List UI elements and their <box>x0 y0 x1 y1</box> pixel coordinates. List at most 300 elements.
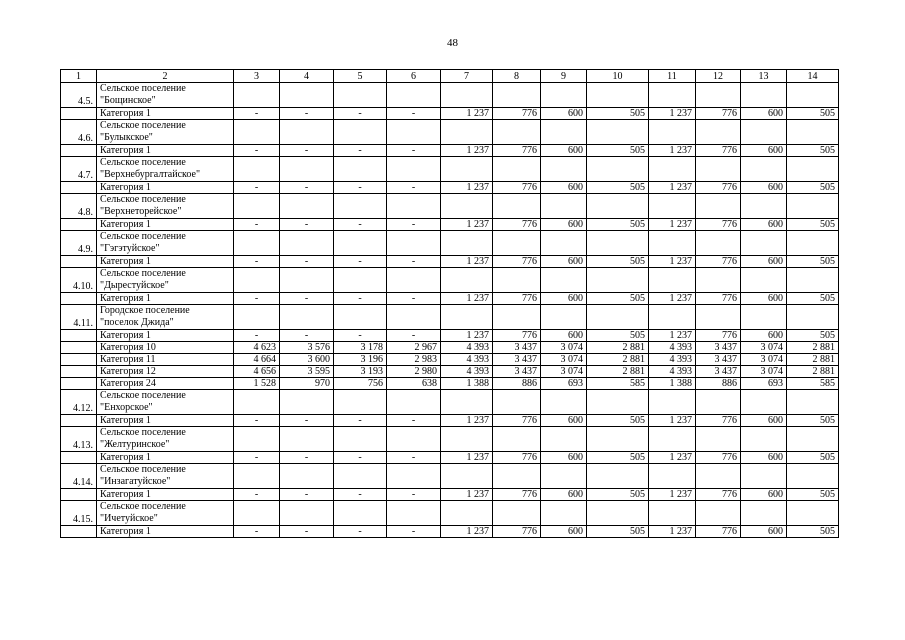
empty-cell <box>61 489 97 501</box>
value-cell: - <box>334 526 387 538</box>
settlement-type: Сельское поселение <box>100 464 186 475</box>
empty-cell <box>441 83 493 108</box>
page-number: 48 <box>447 37 458 49</box>
value-cell: 600 <box>541 145 587 157</box>
value-cell: - <box>334 256 387 268</box>
empty-cell <box>787 305 839 330</box>
value-cell: - <box>280 256 334 268</box>
empty-cell <box>649 157 696 182</box>
value-cell: 3 074 <box>541 366 587 378</box>
value-cell: - <box>280 145 334 157</box>
settlement-type: Сельское поселение <box>100 157 186 168</box>
value-cell: 3 196 <box>334 354 387 366</box>
value-cell: - <box>387 330 441 342</box>
value-cell: 505 <box>587 182 649 194</box>
settlement-name <box>97 120 234 145</box>
settlement-row <box>61 464 839 489</box>
value-cell: 505 <box>787 293 839 305</box>
empty-cell <box>541 390 587 415</box>
category-label: Категория 1 <box>97 489 234 501</box>
empty-cell <box>441 120 493 145</box>
value-cell: - <box>334 452 387 464</box>
value-cell: 1 388 <box>649 378 696 390</box>
header-row <box>61 70 839 83</box>
row-index: 4.12. <box>61 390 97 415</box>
empty-cell <box>234 268 280 293</box>
empty-cell <box>587 83 649 108</box>
empty-cell <box>541 194 587 219</box>
value-cell: 600 <box>741 330 787 342</box>
empty-cell <box>649 120 696 145</box>
value-cell: 1 237 <box>649 256 696 268</box>
value-cell: 3 178 <box>334 342 387 354</box>
empty-cell <box>696 231 741 256</box>
value-cell: 600 <box>541 489 587 501</box>
value-cell: 600 <box>741 452 787 464</box>
empty-cell <box>493 120 541 145</box>
settlement-type: Сельское поселение <box>100 390 186 401</box>
value-cell: 776 <box>696 452 741 464</box>
category-label: Категория 1 <box>97 108 234 120</box>
value-cell: 2 881 <box>787 366 839 378</box>
empty-cell <box>280 305 334 330</box>
value-cell: - <box>280 182 334 194</box>
value-cell: 776 <box>493 182 541 194</box>
empty-cell <box>741 157 787 182</box>
value-cell: - <box>280 415 334 427</box>
value-cell: - <box>234 489 280 501</box>
value-cell: - <box>234 108 280 120</box>
settlement-name <box>97 194 234 219</box>
empty-cell <box>541 120 587 145</box>
value-cell: 2 881 <box>587 354 649 366</box>
settlement-row <box>61 83 839 108</box>
empty-cell <box>387 501 441 526</box>
empty-cell <box>61 182 97 194</box>
settlement-type: Сельское поселение <box>100 83 186 94</box>
value-cell: 1 237 <box>441 182 493 194</box>
value-cell: 3 437 <box>493 366 541 378</box>
category-row <box>61 330 839 342</box>
value-cell: 4 393 <box>441 366 493 378</box>
empty-cell <box>787 464 839 489</box>
empty-cell <box>649 231 696 256</box>
category-row <box>61 256 839 268</box>
empty-cell <box>787 268 839 293</box>
empty-cell <box>334 157 387 182</box>
row-index: 4.15. <box>61 501 97 526</box>
value-cell: 3 074 <box>541 354 587 366</box>
empty-cell <box>696 83 741 108</box>
empty-cell <box>441 305 493 330</box>
empty-cell <box>649 501 696 526</box>
empty-cell <box>280 83 334 108</box>
empty-cell <box>696 268 741 293</box>
settlement-title: "Верхнеторейское" <box>100 206 182 217</box>
empty-cell <box>787 427 839 452</box>
settlement-title: "Верхнебургалтайское" <box>100 169 201 180</box>
empty-cell <box>587 427 649 452</box>
empty-cell <box>280 501 334 526</box>
empty-cell <box>649 194 696 219</box>
value-cell: 505 <box>787 415 839 427</box>
value-cell: - <box>334 489 387 501</box>
value-cell: 4 623 <box>234 342 280 354</box>
row-index: 4.14. <box>61 464 97 489</box>
value-cell: - <box>387 182 441 194</box>
value-cell: 1 528 <box>234 378 280 390</box>
value-cell: 886 <box>696 378 741 390</box>
value-cell: 3 437 <box>493 354 541 366</box>
empty-cell <box>696 501 741 526</box>
value-cell: 1 237 <box>649 489 696 501</box>
value-cell: 776 <box>696 489 741 501</box>
row-index: 4.9. <box>61 231 97 256</box>
empty-cell <box>387 464 441 489</box>
empty-cell <box>587 501 649 526</box>
value-cell: - <box>387 293 441 305</box>
value-cell: 1 237 <box>441 293 493 305</box>
value-cell: - <box>387 145 441 157</box>
empty-cell <box>234 83 280 108</box>
category-label: Категория 1 <box>97 330 234 342</box>
category-label: Категория 1 <box>97 452 234 464</box>
value-cell: 505 <box>787 145 839 157</box>
empty-cell <box>387 305 441 330</box>
value-cell: 1 237 <box>441 526 493 538</box>
settlement-title: "Инзагатуйское" <box>100 476 171 487</box>
value-cell: 3 074 <box>741 366 787 378</box>
value-cell: 1 237 <box>441 256 493 268</box>
value-cell: 1 237 <box>649 526 696 538</box>
empty-cell <box>334 464 387 489</box>
value-cell: 505 <box>587 330 649 342</box>
value-cell: - <box>387 219 441 231</box>
value-cell: - <box>334 145 387 157</box>
empty-cell <box>387 427 441 452</box>
category-label: Категория 1 <box>97 526 234 538</box>
value-cell: - <box>234 293 280 305</box>
settlement-name <box>97 427 234 452</box>
empty-cell <box>334 120 387 145</box>
empty-cell <box>741 464 787 489</box>
empty-cell <box>61 452 97 464</box>
empty-cell <box>696 464 741 489</box>
value-cell: 600 <box>741 256 787 268</box>
settlement-row <box>61 501 839 526</box>
value-cell: 776 <box>696 526 741 538</box>
value-cell: 3 437 <box>696 366 741 378</box>
value-cell: 600 <box>541 108 587 120</box>
empty-cell <box>541 305 587 330</box>
column-header: 13 <box>741 70 787 83</box>
empty-cell <box>787 390 839 415</box>
settlement-title: "поселок Джида" <box>100 317 174 328</box>
value-cell: 505 <box>587 145 649 157</box>
empty-cell <box>280 390 334 415</box>
empty-cell <box>234 390 280 415</box>
value-cell: 600 <box>741 415 787 427</box>
value-cell: 776 <box>493 415 541 427</box>
empty-cell <box>696 427 741 452</box>
empty-cell <box>334 194 387 219</box>
empty-cell <box>387 194 441 219</box>
empty-cell <box>387 231 441 256</box>
row-index: 4.6. <box>61 120 97 145</box>
empty-cell <box>61 330 97 342</box>
empty-cell <box>334 427 387 452</box>
empty-cell <box>493 83 541 108</box>
settlement-title: "Енхорское" <box>100 402 153 413</box>
column-header: 11 <box>649 70 696 83</box>
value-cell: 3 074 <box>741 354 787 366</box>
value-cell: 600 <box>541 330 587 342</box>
settlement-name <box>97 501 234 526</box>
value-cell: - <box>387 452 441 464</box>
value-cell: - <box>280 293 334 305</box>
empty-cell <box>541 231 587 256</box>
empty-cell <box>741 194 787 219</box>
column-header: 2 <box>97 70 234 83</box>
settlement-title: "Желтуринское" <box>100 439 170 450</box>
value-cell: 776 <box>696 145 741 157</box>
value-cell: 505 <box>787 526 839 538</box>
row-index: 4.10. <box>61 268 97 293</box>
value-cell: 776 <box>696 219 741 231</box>
value-cell: 3 437 <box>493 342 541 354</box>
settlement-name <box>97 305 234 330</box>
empty-cell <box>334 83 387 108</box>
empty-cell <box>234 231 280 256</box>
value-cell: 1 237 <box>649 330 696 342</box>
empty-cell <box>587 464 649 489</box>
category-row <box>61 366 839 378</box>
value-cell: 4 656 <box>234 366 280 378</box>
settlement-name <box>97 464 234 489</box>
tariff-table <box>60 69 839 538</box>
value-cell: 600 <box>541 293 587 305</box>
value-cell: 3 074 <box>741 342 787 354</box>
value-cell: 1 237 <box>649 108 696 120</box>
empty-cell <box>61 366 97 378</box>
settlement-row <box>61 194 839 219</box>
empty-cell <box>696 120 741 145</box>
category-row <box>61 378 839 390</box>
empty-cell <box>334 268 387 293</box>
value-cell: 505 <box>587 108 649 120</box>
settlement-type: Городское поселение <box>100 305 190 316</box>
empty-cell <box>787 157 839 182</box>
value-cell: 776 <box>493 330 541 342</box>
empty-cell <box>587 268 649 293</box>
empty-cell <box>280 157 334 182</box>
empty-cell <box>61 256 97 268</box>
table-body <box>61 70 839 538</box>
empty-cell <box>61 145 97 157</box>
value-cell: 1 237 <box>649 415 696 427</box>
value-cell: 776 <box>493 145 541 157</box>
empty-cell <box>441 268 493 293</box>
value-cell: 585 <box>587 378 649 390</box>
value-cell: 505 <box>787 330 839 342</box>
value-cell: 4 393 <box>441 342 493 354</box>
category-label: Категория 1 <box>97 256 234 268</box>
value-cell: - <box>334 330 387 342</box>
value-cell: - <box>334 182 387 194</box>
value-cell: 1 237 <box>649 145 696 157</box>
empty-cell <box>587 231 649 256</box>
settlement-type: Сельское поселение <box>100 501 186 512</box>
settlement-title: "Ичетуйское" <box>100 513 158 524</box>
empty-cell <box>649 268 696 293</box>
empty-cell <box>541 268 587 293</box>
settlement-name <box>97 231 234 256</box>
empty-cell <box>234 501 280 526</box>
empty-cell <box>441 231 493 256</box>
settlement-title: "Гэгэтуйское" <box>100 243 160 254</box>
empty-cell <box>741 390 787 415</box>
value-cell: - <box>280 330 334 342</box>
empty-cell <box>696 390 741 415</box>
empty-cell <box>649 83 696 108</box>
empty-cell <box>649 427 696 452</box>
empty-cell <box>696 194 741 219</box>
value-cell: 2 881 <box>587 342 649 354</box>
empty-cell <box>234 464 280 489</box>
empty-cell <box>387 157 441 182</box>
value-cell: 776 <box>493 452 541 464</box>
empty-cell <box>541 501 587 526</box>
value-cell: - <box>234 145 280 157</box>
settlement-name <box>97 83 234 108</box>
empty-cell <box>787 501 839 526</box>
value-cell: 776 <box>696 330 741 342</box>
value-cell: 505 <box>787 489 839 501</box>
empty-cell <box>541 427 587 452</box>
value-cell: - <box>387 415 441 427</box>
empty-cell <box>234 427 280 452</box>
value-cell: - <box>387 256 441 268</box>
value-cell: 776 <box>696 256 741 268</box>
settlement-type: Сельское поселение <box>100 268 186 279</box>
value-cell: 600 <box>741 219 787 231</box>
row-index: 4.13. <box>61 427 97 452</box>
value-cell: 3 600 <box>280 354 334 366</box>
value-cell: 505 <box>787 219 839 231</box>
value-cell: 600 <box>541 256 587 268</box>
category-label: Категория 1 <box>97 145 234 157</box>
category-label: Категория 24 <box>97 378 234 390</box>
column-header: 4 <box>280 70 334 83</box>
value-cell: 4 664 <box>234 354 280 366</box>
value-cell: 3 074 <box>541 342 587 354</box>
value-cell: 585 <box>787 378 839 390</box>
empty-cell <box>493 231 541 256</box>
empty-cell <box>334 305 387 330</box>
value-cell: 600 <box>541 526 587 538</box>
empty-cell <box>234 120 280 145</box>
empty-cell <box>334 231 387 256</box>
category-label: Категория 1 <box>97 415 234 427</box>
empty-cell <box>387 83 441 108</box>
column-header: 12 <box>696 70 741 83</box>
value-cell: 1 237 <box>441 452 493 464</box>
empty-cell <box>741 231 787 256</box>
settlement-type: Сельское поселение <box>100 194 186 205</box>
value-cell: - <box>334 219 387 231</box>
value-cell: 3 193 <box>334 366 387 378</box>
empty-cell <box>441 390 493 415</box>
empty-cell <box>649 305 696 330</box>
empty-cell <box>61 342 97 354</box>
value-cell: 886 <box>493 378 541 390</box>
value-cell: 505 <box>787 108 839 120</box>
empty-cell <box>61 354 97 366</box>
settlement-type: Сельское поселение <box>100 231 186 242</box>
empty-cell <box>787 120 839 145</box>
value-cell: 4 393 <box>441 354 493 366</box>
category-label: Категория 10 <box>97 342 234 354</box>
value-cell: - <box>387 489 441 501</box>
column-header: 3 <box>234 70 280 83</box>
value-cell: - <box>234 256 280 268</box>
settlement-row <box>61 268 839 293</box>
category-row <box>61 108 839 120</box>
value-cell: 505 <box>587 219 649 231</box>
value-cell: 3 576 <box>280 342 334 354</box>
value-cell: 505 <box>787 256 839 268</box>
category-label: Категория 1 <box>97 219 234 231</box>
value-cell: 600 <box>741 526 787 538</box>
value-cell: 505 <box>587 415 649 427</box>
empty-cell <box>387 390 441 415</box>
column-header: 5 <box>334 70 387 83</box>
value-cell: 776 <box>696 293 741 305</box>
value-cell: - <box>280 219 334 231</box>
value-cell: - <box>387 526 441 538</box>
empty-cell <box>334 390 387 415</box>
settlement-name <box>97 157 234 182</box>
empty-cell <box>493 305 541 330</box>
value-cell: - <box>387 108 441 120</box>
value-cell: 776 <box>493 526 541 538</box>
empty-cell <box>541 464 587 489</box>
value-cell: 600 <box>741 145 787 157</box>
empty-cell <box>493 501 541 526</box>
empty-cell <box>387 268 441 293</box>
empty-cell <box>741 501 787 526</box>
value-cell: 505 <box>787 452 839 464</box>
value-cell: 600 <box>741 293 787 305</box>
settlement-name <box>97 268 234 293</box>
value-cell: 4 393 <box>649 342 696 354</box>
column-header: 8 <box>493 70 541 83</box>
value-cell: - <box>234 182 280 194</box>
value-cell: - <box>334 293 387 305</box>
empty-cell <box>280 427 334 452</box>
empty-cell <box>61 415 97 427</box>
column-header: 6 <box>387 70 441 83</box>
row-index: 4.11. <box>61 305 97 330</box>
category-label: Категория 11 <box>97 354 234 366</box>
empty-cell <box>61 293 97 305</box>
value-cell: 776 <box>696 415 741 427</box>
value-cell: 693 <box>741 378 787 390</box>
empty-cell <box>61 219 97 231</box>
value-cell: - <box>280 489 334 501</box>
value-cell: 505 <box>587 489 649 501</box>
value-cell: 776 <box>696 108 741 120</box>
